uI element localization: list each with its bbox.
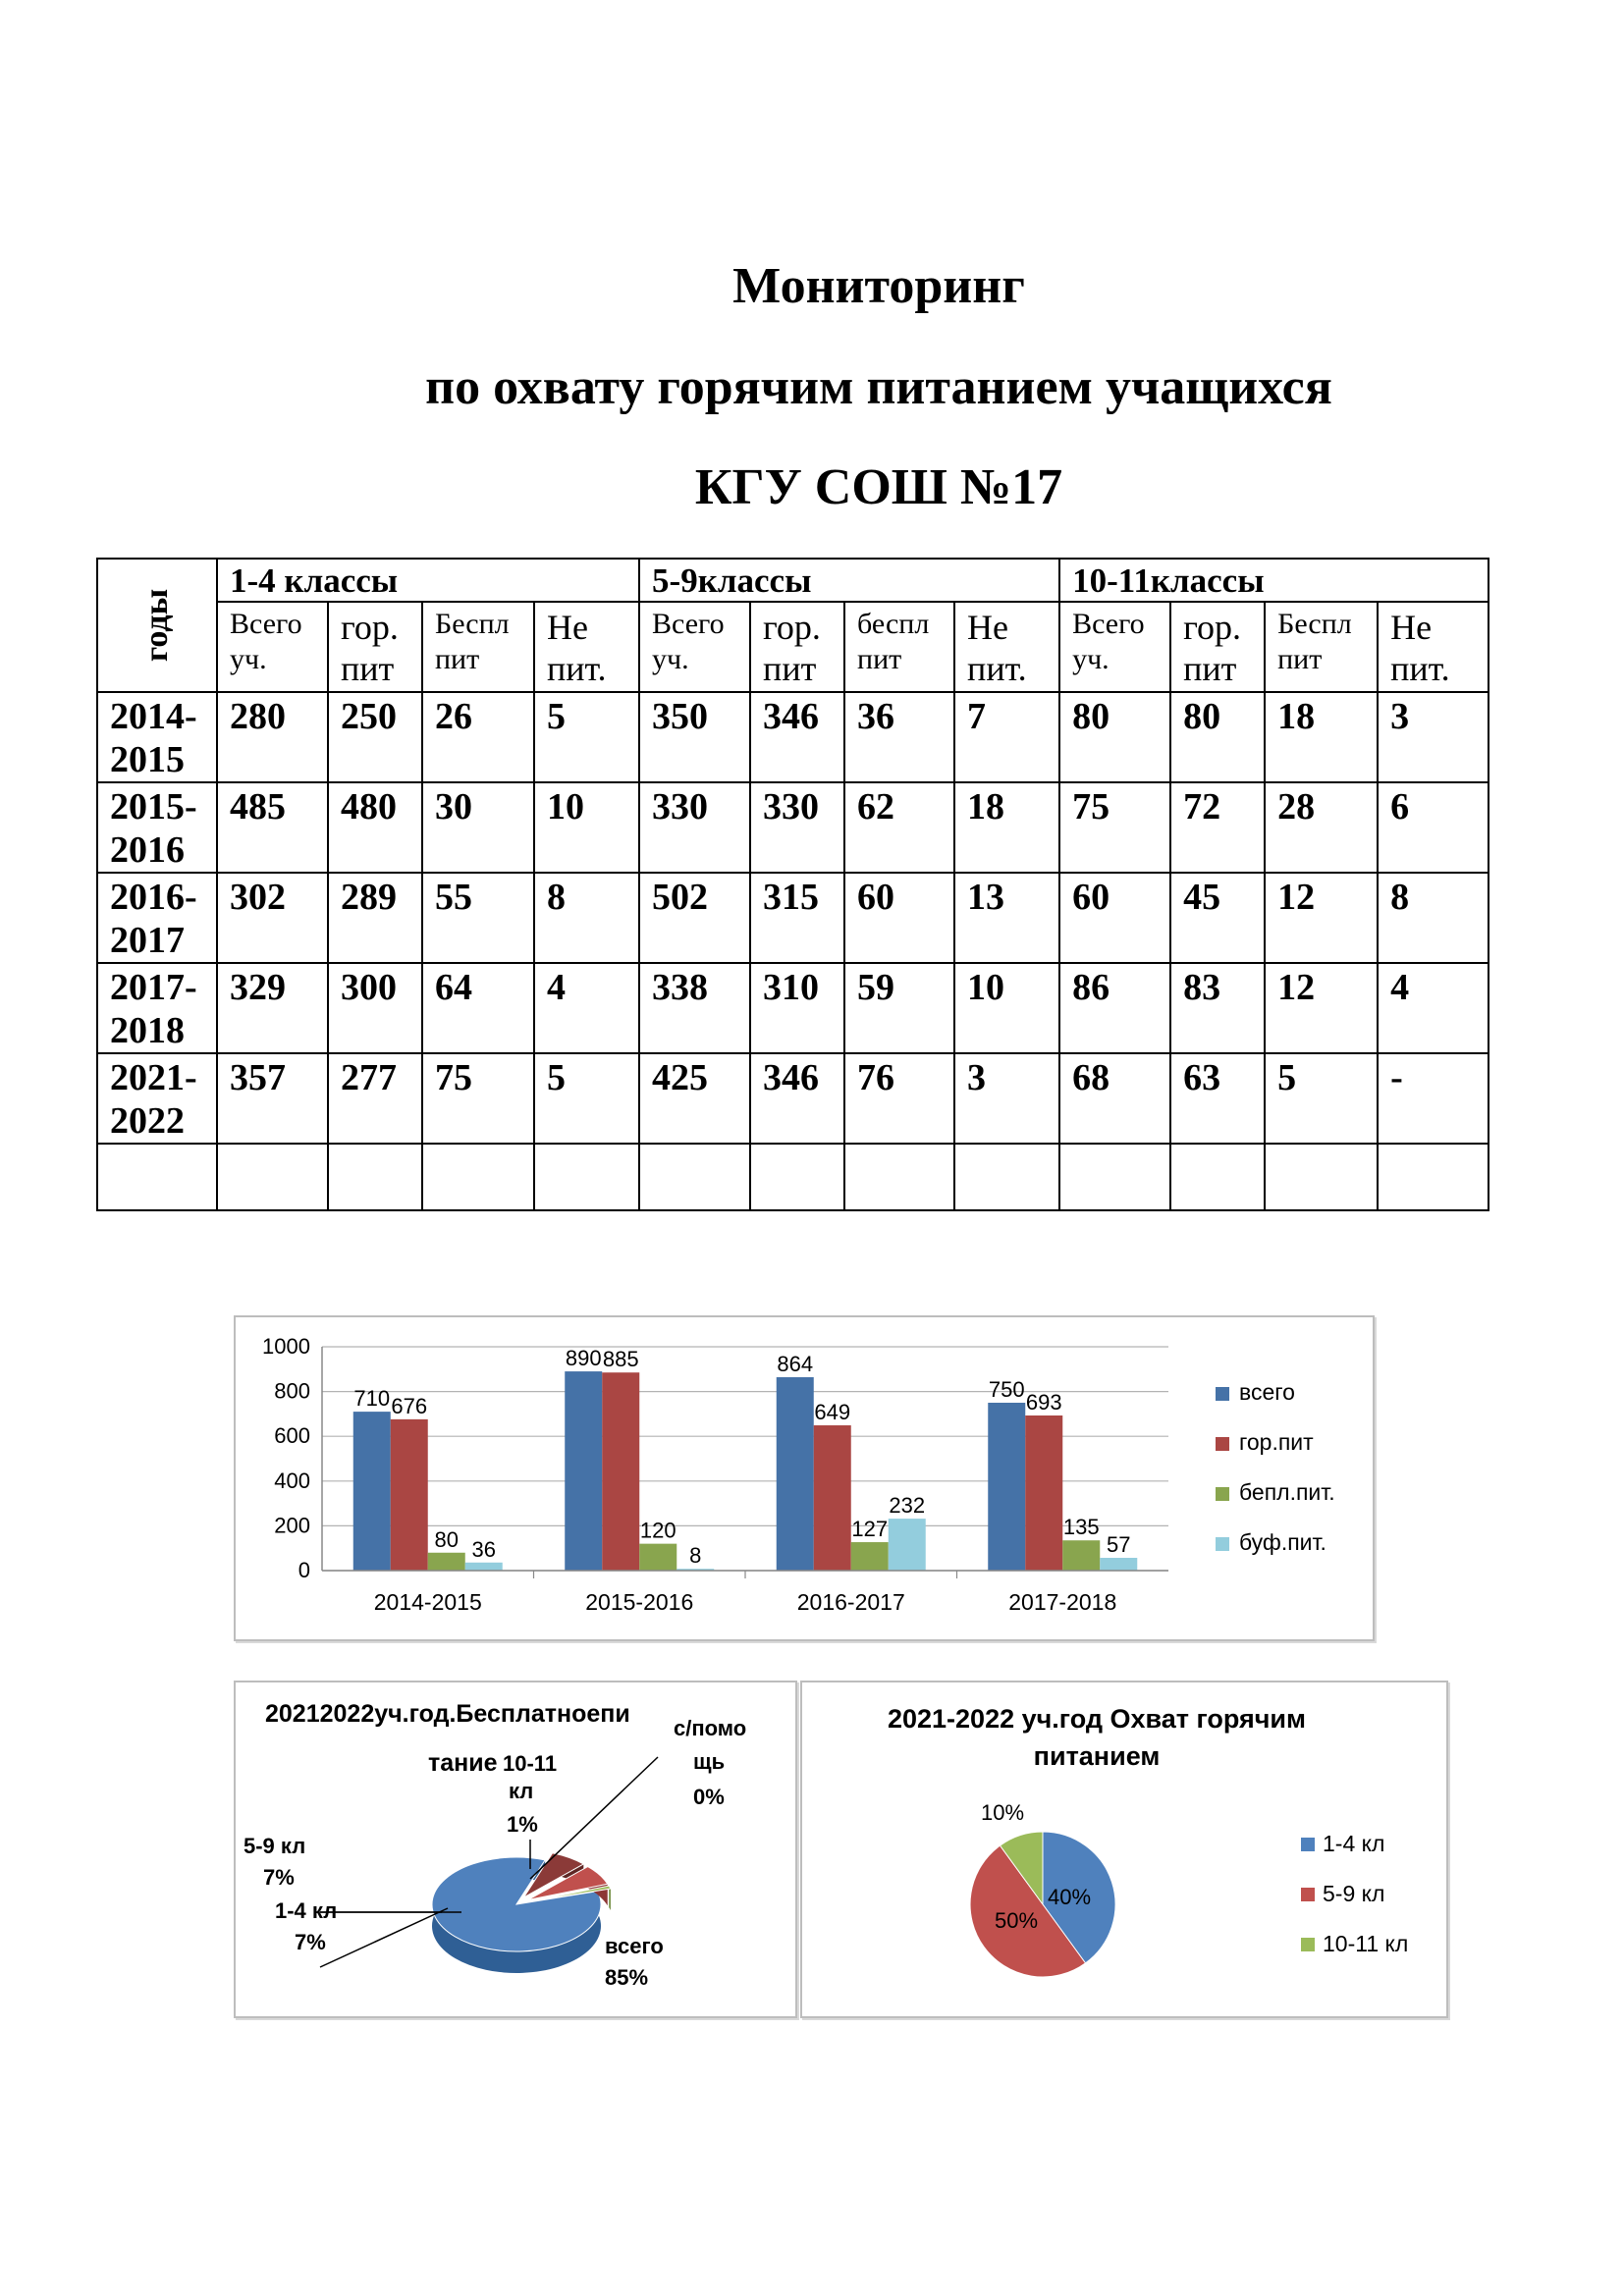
- sub-header-cell: Не пит.: [1378, 602, 1489, 692]
- value-cell: 4: [534, 963, 639, 1053]
- value-cell: 63: [1170, 1053, 1265, 1144]
- value-cell: 83: [1170, 963, 1265, 1053]
- bar: [428, 1553, 465, 1571]
- value-cell: 485: [217, 782, 328, 873]
- group-header-5-9: 5-9классы: [639, 559, 1059, 602]
- year-cell: 2017-2018: [97, 963, 217, 1053]
- leader-line: [320, 1908, 448, 1967]
- value-cell: 68: [1059, 1053, 1170, 1144]
- y-tick-label: 600: [274, 1423, 310, 1449]
- slice-label: 0%: [693, 1785, 725, 1809]
- bar: [851, 1542, 889, 1571]
- data-label: 120: [639, 1518, 677, 1543]
- bar: [391, 1419, 428, 1571]
- bar: [777, 1377, 814, 1571]
- free-meals-pie-chart: [234, 1681, 797, 2018]
- value-cell: 3: [954, 1053, 1059, 1144]
- value-cell: 80: [1059, 692, 1170, 782]
- value-cell: 64: [422, 963, 534, 1053]
- legend-label: бепл.пит.: [1239, 1479, 1335, 1505]
- data-label: 710: [353, 1386, 391, 1412]
- slice-pct-label: 40%: [1047, 1885, 1092, 1909]
- value-cell: 55: [422, 873, 534, 963]
- value-cell: 315: [750, 873, 844, 963]
- value-cell: 86: [1059, 963, 1170, 1053]
- value-cell: 4: [1378, 963, 1489, 1053]
- value-cell: 346: [750, 692, 844, 782]
- legend-label: 1-4 кл: [1323, 1831, 1385, 1856]
- sub-header-cell: Всего уч.: [217, 602, 328, 692]
- bar: [465, 1563, 503, 1571]
- value-cell: 330: [750, 782, 844, 873]
- value-cell: 18: [1265, 692, 1378, 782]
- legend-label: 10-11 кл: [1323, 1931, 1409, 1956]
- value-cell: 75: [422, 1053, 534, 1144]
- sub-header-cell: Не пит.: [954, 602, 1059, 692]
- value-cell: 10: [534, 782, 639, 873]
- value-cell: 330: [639, 782, 750, 873]
- value-cell: 62: [844, 782, 954, 873]
- value-cell: 289: [328, 873, 422, 963]
- chart-title: питанием: [1033, 1741, 1161, 1771]
- bar: [565, 1371, 602, 1571]
- value-cell: 26: [422, 692, 534, 782]
- value-cell: 60: [844, 873, 954, 963]
- value-cell: 250: [328, 692, 422, 782]
- sub-header-cell: Всего уч.: [639, 602, 750, 692]
- legend-swatch: [1216, 1437, 1229, 1451]
- value-cell: -: [1378, 1053, 1489, 1144]
- sub-header-cell: гор. пит: [328, 602, 422, 692]
- free-meals-pie-svg: [236, 1682, 795, 2016]
- legend-swatch: [1301, 1938, 1315, 1951]
- data-label: 135: [1062, 1515, 1100, 1540]
- y-tick-label: 1000: [262, 1334, 310, 1359]
- empty-cell: [639, 1144, 750, 1210]
- slice-label: щь: [693, 1749, 726, 1774]
- bar: [353, 1412, 391, 1571]
- bar-chart-svg: [236, 1317, 1373, 1639]
- slice-label: 5-9 кл: [244, 1834, 306, 1858]
- slice-label: всего: [605, 1934, 664, 1958]
- empty-cell: [844, 1144, 954, 1210]
- data-label: 36: [471, 1536, 496, 1562]
- value-cell: 30: [422, 782, 534, 873]
- table-row: [97, 782, 1489, 873]
- bar: [1100, 1558, 1137, 1571]
- data-label: 649: [814, 1400, 851, 1425]
- bar: [988, 1403, 1025, 1571]
- school-name: КГУ СОШ №17: [694, 459, 1063, 515]
- value-cell: 6: [1378, 782, 1489, 873]
- slice-pct-label: 10%: [980, 1800, 1025, 1825]
- sub-header-cell: Беспл пит: [422, 602, 534, 692]
- empty-row: [97, 1144, 1489, 1210]
- value-cell: 280: [217, 692, 328, 782]
- value-cell: 10: [954, 963, 1059, 1053]
- y-tick-label: 400: [274, 1468, 310, 1493]
- data-label: 57: [1107, 1532, 1131, 1558]
- empty-cell: [1265, 1144, 1378, 1210]
- value-cell: 329: [217, 963, 328, 1053]
- value-cell: 75: [1059, 782, 1170, 873]
- value-cell: 18: [954, 782, 1059, 873]
- page-title: Мониторинг: [732, 258, 1025, 314]
- value-cell: 310: [750, 963, 844, 1053]
- legend-swatch: [1216, 1487, 1229, 1501]
- value-cell: 480: [328, 782, 422, 873]
- legend-label: буф.пит.: [1239, 1529, 1326, 1555]
- data-label: 232: [889, 1493, 926, 1519]
- value-cell: 59: [844, 963, 954, 1053]
- legend-swatch: [1301, 1888, 1315, 1901]
- empty-cell: [97, 1144, 217, 1210]
- data-label: 890: [565, 1346, 602, 1371]
- slice-pct-label: 50%: [994, 1908, 1039, 1933]
- value-cell: 338: [639, 963, 750, 1053]
- legend-label: гор.пит: [1239, 1429, 1314, 1455]
- value-cell: 3: [1378, 692, 1489, 782]
- x-tick-label: 2015-2016: [585, 1589, 694, 1615]
- chart-title: 20212022уч.год.Бесплатноепи: [265, 1700, 630, 1728]
- bar: [1025, 1415, 1062, 1571]
- sub-header-cell: Не пит.: [534, 602, 639, 692]
- value-cell: 45: [1170, 873, 1265, 963]
- slice-label: 10-11: [503, 1751, 558, 1776]
- data-label: 864: [777, 1352, 814, 1377]
- monitoring-table: [96, 558, 1489, 1211]
- sub-header-cell: гор. пит: [750, 602, 844, 692]
- slice-label: 85%: [605, 1965, 649, 1990]
- bar: [1062, 1540, 1100, 1571]
- year-cell: 2014-2015: [97, 692, 217, 782]
- legend-swatch: [1301, 1838, 1315, 1851]
- empty-cell: [954, 1144, 1059, 1210]
- data-label: 693: [1025, 1389, 1062, 1415]
- value-cell: 5: [534, 1053, 639, 1144]
- data-label: 127: [851, 1517, 889, 1542]
- slice-label: 7%: [263, 1865, 295, 1890]
- empty-cell: [1059, 1144, 1170, 1210]
- y-tick-label: 200: [274, 1513, 310, 1538]
- value-cell: 8: [534, 873, 639, 963]
- year-cell: 2021-2022: [97, 1053, 217, 1144]
- bar: [889, 1519, 926, 1571]
- group-header-1-4: 1-4 классы: [217, 559, 639, 602]
- pie-slice-side: [609, 1886, 611, 1910]
- empty-cell: [1378, 1144, 1489, 1210]
- slice-label: 1-4 кл: [275, 1898, 338, 1923]
- value-cell: 80: [1170, 692, 1265, 782]
- value-cell: 5: [1265, 1053, 1378, 1144]
- bar: [814, 1425, 851, 1571]
- year-cell: 2016-2017: [97, 873, 217, 963]
- legend-swatch: [1216, 1537, 1229, 1551]
- value-cell: 8: [1378, 873, 1489, 963]
- year-cell: 2015-2016: [97, 782, 217, 873]
- data-label: 8: [689, 1543, 702, 1569]
- data-label: 80: [434, 1526, 459, 1552]
- value-cell: 28: [1265, 782, 1378, 873]
- data-label: 750: [988, 1377, 1025, 1402]
- empty-cell: [328, 1144, 422, 1210]
- data-label: 885: [602, 1347, 639, 1372]
- value-cell: 357: [217, 1053, 328, 1144]
- table-row: [97, 963, 1489, 1053]
- coverage-pie-svg: [802, 1682, 1446, 2016]
- empty-cell: [750, 1144, 844, 1210]
- years-header: годы: [97, 559, 217, 692]
- x-tick-label: 2017-2018: [1008, 1589, 1117, 1615]
- slice-label: кл: [509, 1779, 534, 1803]
- group-header-10-11: 10-11классы: [1059, 559, 1489, 602]
- slice-label: 7%: [295, 1930, 326, 1954]
- sub-header-cell: Беспл пит: [1265, 602, 1378, 692]
- legend-label: всего: [1239, 1379, 1295, 1405]
- value-cell: 350: [639, 692, 750, 782]
- empty-cell: [534, 1144, 639, 1210]
- value-cell: 12: [1265, 873, 1378, 963]
- table-row: [97, 1053, 1489, 1144]
- chart-title: тание: [428, 1749, 498, 1777]
- page-subtitle: по охвату горячим питанием учащихся: [425, 359, 1332, 415]
- sub-header-cell: Всего уч.: [1059, 602, 1170, 692]
- value-cell: 425: [639, 1053, 750, 1144]
- bar-chart: [234, 1315, 1375, 1641]
- data-label: 676: [391, 1393, 428, 1418]
- slice-label: с/помо: [674, 1716, 747, 1740]
- sub-header-cell: беспл пит: [844, 602, 954, 692]
- value-cell: 60: [1059, 873, 1170, 963]
- x-tick-label: 2016-2017: [796, 1589, 905, 1615]
- table-row: [97, 873, 1489, 963]
- chart-title: 2021-2022 уч.год Охват горячим: [887, 1704, 1307, 1734]
- value-cell: 277: [328, 1053, 422, 1144]
- value-cell: 5: [534, 692, 639, 782]
- sub-header-cell: гор. пит: [1170, 602, 1265, 692]
- value-cell: 7: [954, 692, 1059, 782]
- y-tick-label: 800: [274, 1378, 310, 1404]
- value-cell: 36: [844, 692, 954, 782]
- x-tick-label: 2014-2015: [373, 1589, 482, 1615]
- value-cell: 76: [844, 1053, 954, 1144]
- value-cell: 346: [750, 1053, 844, 1144]
- value-cell: 300: [328, 963, 422, 1053]
- empty-cell: [1170, 1144, 1265, 1210]
- value-cell: 72: [1170, 782, 1265, 873]
- empty-cell: [422, 1144, 534, 1210]
- legend-swatch: [1216, 1387, 1229, 1401]
- value-cell: 13: [954, 873, 1059, 963]
- value-cell: 502: [639, 873, 750, 963]
- legend-label: 5-9 кл: [1323, 1881, 1385, 1906]
- value-cell: 302: [217, 873, 328, 963]
- y-tick-label: 0: [298, 1558, 310, 1582]
- slice-label: 1%: [507, 1812, 538, 1837]
- hot-meals-coverage-pie-chart: [800, 1681, 1448, 2018]
- bar: [602, 1372, 639, 1571]
- empty-cell: [217, 1144, 328, 1210]
- table-row: [97, 692, 1489, 782]
- value-cell: 12: [1265, 963, 1378, 1053]
- bar: [639, 1544, 677, 1571]
